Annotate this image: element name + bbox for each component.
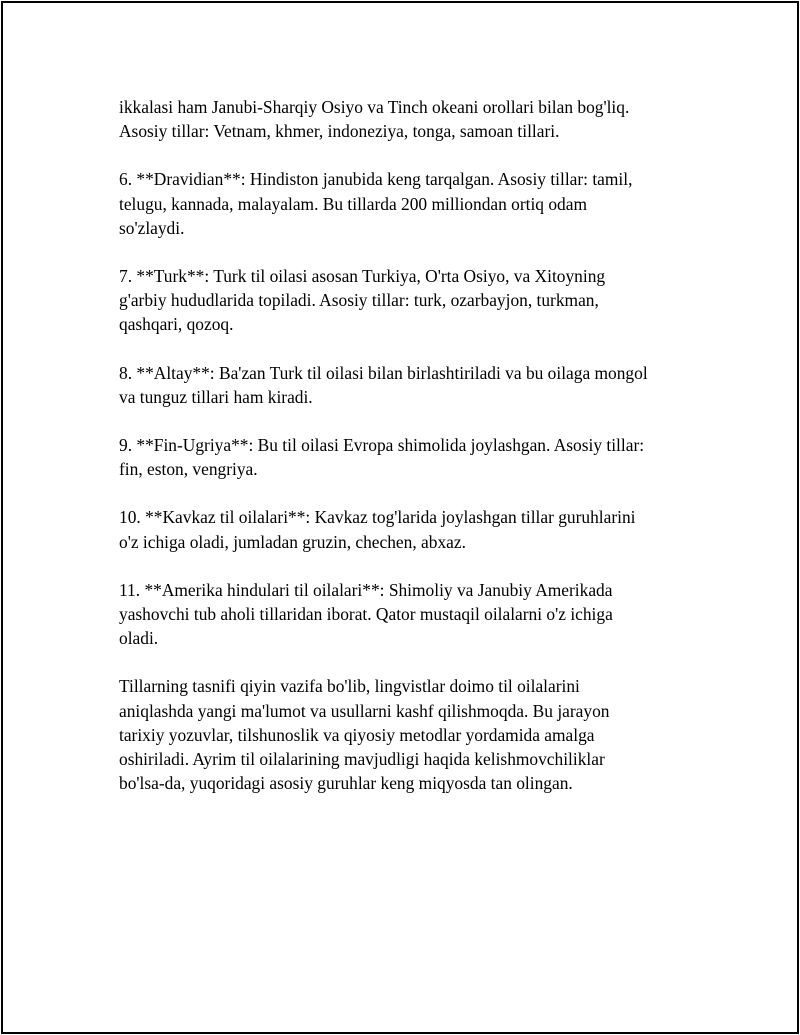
paragraph-dravidian: 6. **Dravidian**: Hindiston janubida keng tarqalgan. Asosiy tillar: tamil, telugu, kannada, malayalam. Bu tillarda 200 milliondan ortiq odam so'zlaydi. [119,169,633,238]
paragraph-turk: 7. **Turk**: Turk til oilasi asosan Turkiya, O'rta Osiyo, va Xitoyning g'arbiy hududlarida topiladi. Asosiy tillar: turk, ozarbayjon, turkman, qashqari, qozoq. [119,266,606,335]
document-page [1,1,799,1034]
paragraph-amerika-hindulari: 11. **Amerika hindulari til oilalari**: Shimoliy va Janubiy Amerikada yashovchi tub aholi tillaridan iborat. Qator mustaqil oilalarni o'z ichiga oladi. [119,579,613,649]
paragraph-fin-ugriya: 9. **Fin-Ugriya**: Bu til oilasi Evropa shimolida joylashgan. Asosiy tillar: fin, eston, vengriya. [119,435,645,480]
paragraph-kavkaz: 10. **Kavkaz til oilalari**: Kavkaz tog'larida joylashgan tillar guruhlarini o'z ichiga oladi, jumladan gruzin, chechen, abxaz. [119,507,636,552]
document-body [119,95,699,819]
paragraph-conclusion: Tillarning tasnifi qiyin vazifa bo'lib, lingvistlar doimo til oilalarini aniqlashda yangi ma'lumot va usullarni kashf qilishmoqda. Bu jarayon tarixiy yozuvlar, tilshunoslik va qiyosiy metodlar yordamida amalga oshiriladi. Ayrim til oilalarining mavjudligi haqida kelishmovchiliklar bo'lsa-da, yuqoridagi asosiy guruhlar keng miqyosda tan olingan. [119,676,610,794]
paragraph-austroasiatic-continued: ikkalasi ham Janubi-Sharqiy Osiyo va Tinch okeani orollari bilan bog'liq. Asosiy tillar: Vetnam, khmer, indoneziya, tonga, samoan tillari. [119,97,630,142]
paragraph-altay: 8. **Altay**: Ba'zan Turk til oilasi bilan birlashtiriladi va bu oilaga mongol va tunguz tillari ham kiradi. [119,362,648,407]
